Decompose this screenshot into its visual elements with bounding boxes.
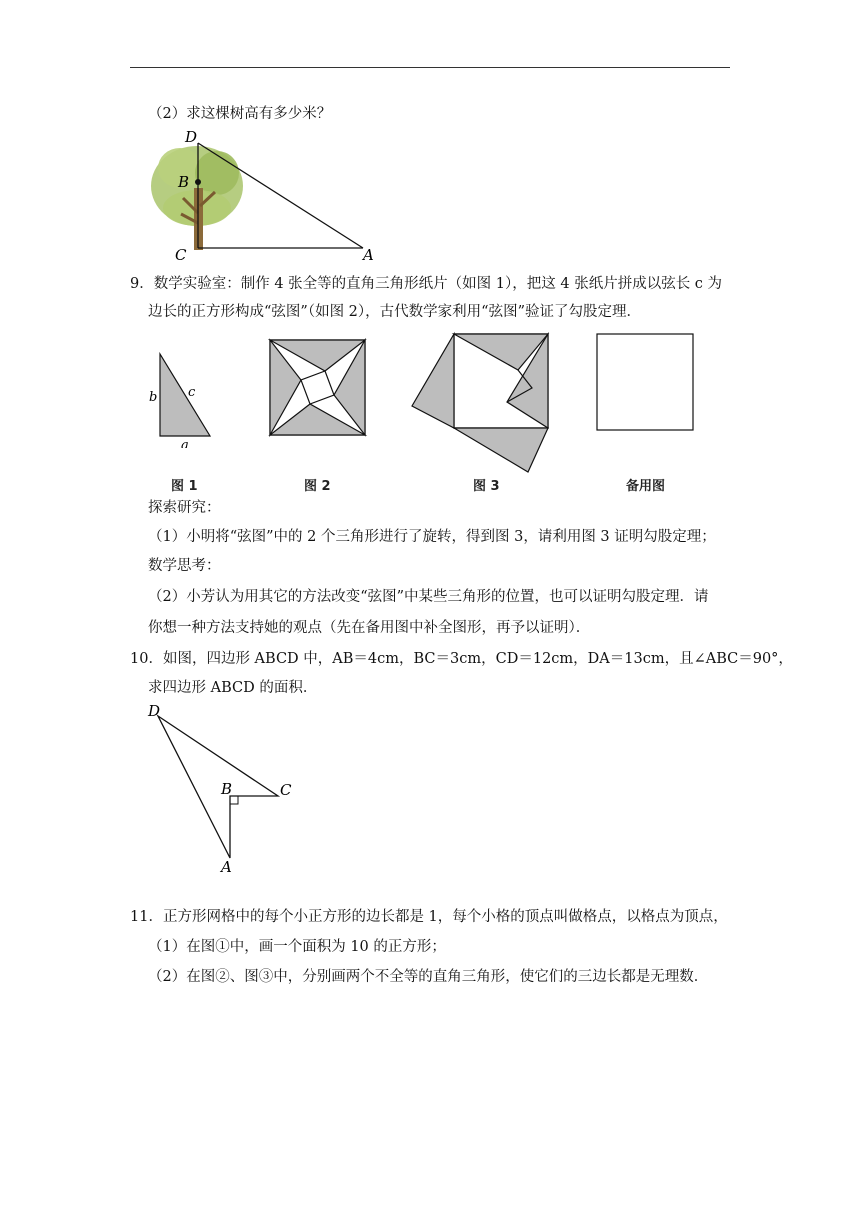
tree-icon (151, 146, 243, 250)
q10-line2: 求四边形 ABCD 的面积． (148, 680, 318, 696)
q9-think-heading: 数学思考： (148, 558, 221, 574)
q10-line1: 10．如图，四边形 ABCD 中，AB＝4cm，BC＝3cm，CD＝12cm，DA＝13cm，且∠ABC＝90°， (130, 651, 793, 667)
label-b: b (149, 390, 158, 405)
q8-part2: （2）求这棵树高有多少米？ (148, 106, 332, 122)
q9-part1: （1）小明将“弦图”中的 2 个三角形进行了旋转，得到图 3，请利用图 3 证明勾股定理； (148, 529, 716, 545)
label-A: A (221, 858, 232, 876)
q11-part1: （1）在图①中，画一个面积为 10 的正方形； (148, 939, 446, 955)
figure-1-right-triangle (145, 348, 225, 448)
label-D: D (148, 702, 161, 720)
label-D: D (185, 128, 198, 146)
label-a: a (181, 438, 189, 448)
tree-triangle-figure (145, 128, 385, 268)
q11-line1: 11．正方形网格中的每个小正方形的边长都是 1，每个小格的顶点叫做格点，以格点为顶点， (130, 909, 728, 925)
label-A: A (363, 246, 374, 264)
caption-figure-2: 图 2 (304, 479, 331, 494)
q9-part2-line2: 你想一种方法支持她的观点（先在备用图中补全图形，再予以证明）． (148, 620, 591, 636)
caption-figure-1: 图 1 (171, 479, 198, 494)
label-C: C (280, 781, 292, 799)
quadrilateral-abcd-figure (140, 698, 310, 878)
figure-3-rotated-diagram (408, 330, 558, 480)
q9-explore-heading: 探索研究： (148, 500, 221, 516)
q9-line2: 边长的正方形构成“弦图”（如图 2），古代数学家利用“弦图”验证了勾股定理． (148, 304, 641, 320)
q9-part2-line1: （2）小芳认为用其它的方法改变“弦图”中某些三角形的位置，也可以证明勾股定理．请 (148, 589, 709, 605)
caption-spare-figure: 备用图 (626, 479, 666, 494)
spare-figure-square (595, 332, 695, 432)
label-C: C (175, 246, 187, 264)
label-B: B (178, 173, 190, 191)
q9-line1: 9．数学实验室：制作 4 张全等的直角三角形纸片（如图 1），把这 4 张纸片拼成以弦长 c 为 (130, 276, 723, 292)
header-rule (130, 67, 730, 68)
q11-part2: （2）在图②、图③中，分别画两个不全等的直角三角形，使它们的三边长都是无理数． (148, 969, 709, 985)
label-c: c (188, 385, 196, 400)
label-B: B (221, 780, 233, 798)
caption-figure-3: 图 3 (473, 479, 500, 494)
figure-2-string-diagram (268, 338, 368, 438)
